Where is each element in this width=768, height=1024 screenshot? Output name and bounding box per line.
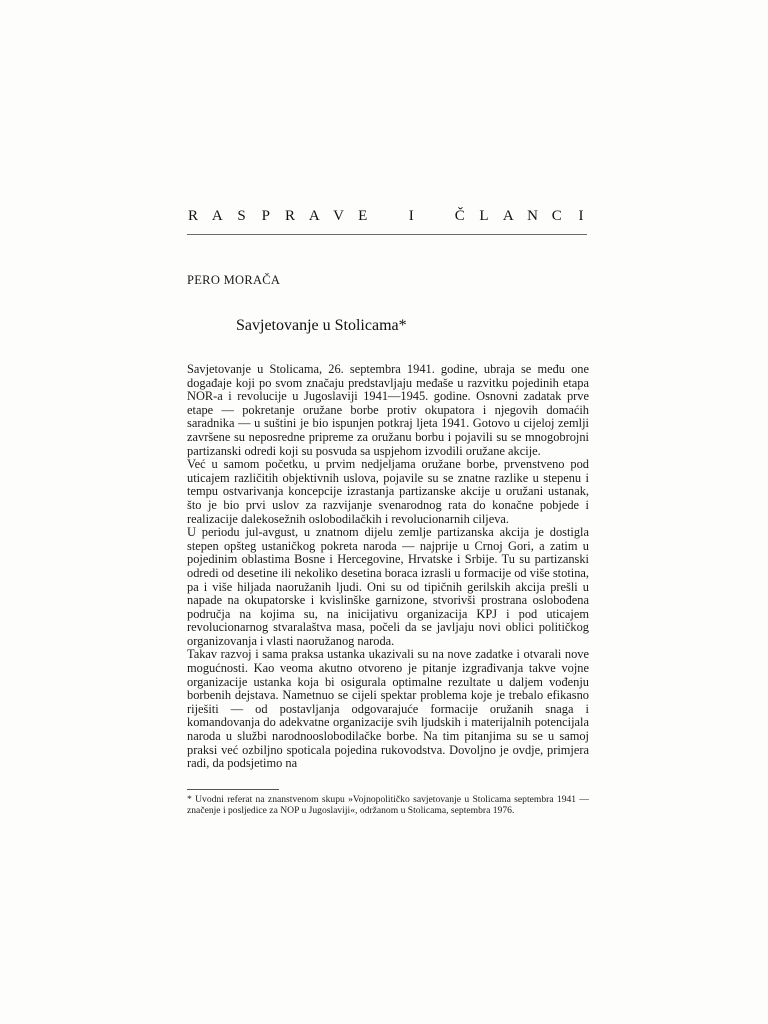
section-header-rule <box>187 234 587 235</box>
section-header-letter: I <box>578 208 584 224</box>
section-header-letter: S <box>237 208 246 224</box>
section-header-letter: N <box>527 208 538 224</box>
article-title: Savjetovanje u Stolicama* <box>236 317 407 334</box>
footnote-rule <box>187 789 279 790</box>
section-header-letter: I <box>408 208 414 224</box>
body-paragraph: Već u samom početku, u prvim nedjeljama oružane borbe, prvenstveno pod uticajem različitih objektivnih uslova, pojavile su se znatne razlike u stepenu i tempu ostvarivanja koncepcije izrastanja partizanske akcije u oružani ustanak, što je bio prvi uslov za razvijanje svenarodnog rata do konačne pobjede i realizacije dalekosežnih oslobodilačkih i revolucionarnih ciljeva. <box>187 457 589 526</box>
footnote: * Uvodni referat na znanstvenom skupu »Vojnopolitičko savjetovanje u Stolicama septembra 1941 — značenje i posljedice za NOP u Jugoslaviji«, održanom u Stolicama, septembra 1976. <box>187 794 589 816</box>
section-header-letter: E <box>358 208 368 224</box>
article-body <box>187 363 589 771</box>
body-paragraph: Takav razvoj i sama praksa ustanka ukazivali su na nove zadatke i otvarali nove mogućnosti. Kao veoma akutno otvoreno je pitanje izgrađivanja takve vojne organizacije ustanka koja bi osigurala optimalne rezultate u daljem vođenju borbenih dejstava. Nametnuo se cijeli spektar problema koje je trebalo efikasno riješiti — od postavljanja odgovarajuće formacije oružanih snaga i komandovanja do adekvatne organizacije svih ljudskih i materijalnih potencijala naroda u službi narodnooslobodilačke borbe. Na tim pitanjima su se u samoj praksi već ozbiljno spoticala pojedina rukovodstva. Dovoljno je ovdje, primjera radi, da podsjetimo na <box>187 647 589 771</box>
section-header-letter: A <box>502 208 514 224</box>
section-header-letter: L <box>479 208 489 224</box>
section-header-letter: A <box>308 208 320 224</box>
body-paragraph: Savjetovanje u Stolicama, 26. septembra 1941. godine, ubraja se među one događaje koji po svom značaju predstavljaju međaše u razvitku pojedinih etapa NOR-a i revolucije u Jugoslaviji 1941—1945. godine. Osnovni zadatak prve etape — pokretanje oružane borbe protiv okupatora i njegovih domaćih saradnika — u suštini je bio ispunjen potkraj ljeta 1941. Gotovo u cijeloj zemlji završene su neposredne pripreme za oružanu borbu i pojavili su se mnogobrojni partizanski odredi koji su posvuda sa uspjehom izvodili oružane akcije. <box>187 362 589 458</box>
section-header <box>187 208 587 225</box>
body-paragraph: U periodu jul-avgust, u znatnom dijelu zemlje partizanska akcija je dostigla stepen opšteg ustaničkog pokreta naroda — najprije u Crnoj Gori, a zatim u pojedinim oblastima Bosne i Hercegovine, Hrvatske i Srbije. Tu su partizanski odredi od desetine ili nekoliko desetina boraca izrasli u formacije od više stotina, pa i više hiljada naoružanih ljudi. Oni su od tipičnih gerilskih akcija prešli u napade na okupatorske i kvislinške garnizone, stvorivši prostrana oslobođena područja na kojima su, na inicijativu organizacija KPJ i pod uticajem revolucionarnog stvaralaštva masa, počeli da se javljaju novi oblici političkog organizovanja i vlasti naoružanog naroda. <box>187 525 589 648</box>
section-header-letter: R <box>284 208 295 224</box>
author-name: PERO MORAČA <box>187 273 281 287</box>
section-header-letter: V <box>333 208 344 224</box>
section-header-letter: A <box>211 208 223 224</box>
section-header-letter: Č <box>454 208 465 224</box>
section-header-letter: P <box>261 208 270 224</box>
section-header-letter: R <box>187 208 198 224</box>
section-header-letter: C <box>551 208 562 224</box>
section-header-letter <box>430 208 442 225</box>
section-header-letter <box>381 208 393 225</box>
